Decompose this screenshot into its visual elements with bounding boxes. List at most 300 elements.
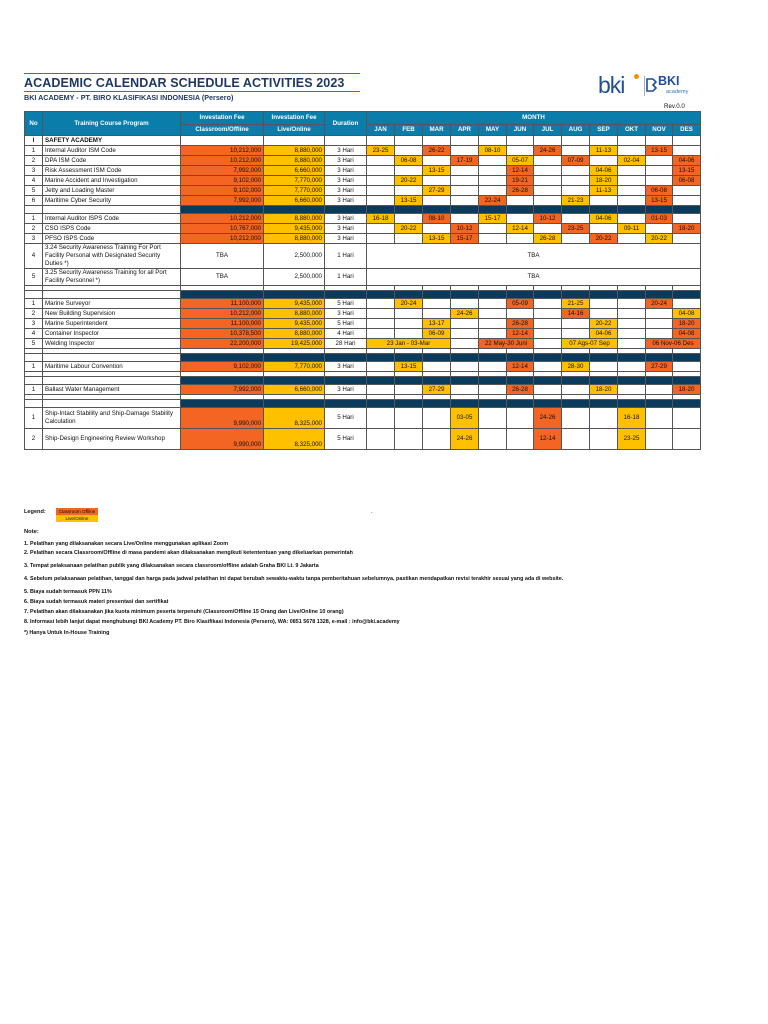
month-cell [618, 214, 646, 224]
col-no: No [25, 112, 43, 136]
fee-offline: 10,212,000 [181, 214, 264, 224]
empty-cell [181, 377, 264, 385]
month-mar: MAR [423, 125, 451, 136]
logo-name: BKI [658, 74, 680, 88]
row-number: 4 [25, 176, 43, 186]
schedule-date: 18-20 [673, 319, 701, 329]
month-cell [562, 234, 590, 244]
schedule-date: 20-22 [395, 224, 423, 234]
schedule-date: 04-06 [590, 214, 618, 224]
course-name: Risk Assessment ISM Code [43, 166, 181, 176]
schedule-date: 04-08 [673, 329, 701, 339]
empty-cell [479, 354, 507, 362]
empty-cell [646, 291, 673, 299]
fee-online: 9,435,000 [264, 299, 325, 309]
schedule-date: 22-24 [479, 196, 507, 206]
category-band-row [25, 206, 701, 214]
schedule-date: 15-17 [479, 214, 507, 224]
note-item: 5. Biaya sudah termasuk PPN 11% [24, 589, 112, 595]
month-cell [562, 176, 590, 186]
duration: 3 Hari [325, 362, 367, 372]
month-cell [618, 196, 646, 206]
empty-cell [507, 377, 534, 385]
col-duration: Duration [325, 112, 367, 136]
schedule-date: 26-28 [507, 385, 534, 395]
note-item: 4. Sebelum pelaksanaan pelatihan, tanggal dan harga pada jadwal pelatihan ini dapat berubah sewaktu-waktu tanpa pemberitahuan sebelumnya, pastikan mendapatkan revisi terakhir sesuai yang ada di website. [24, 576, 564, 582]
course-row [25, 196, 701, 206]
course-name: 3.25 Security Awareness Training for all Port Facility Personnel *) [43, 269, 181, 286]
course-name: Internal Auditor ISPS Code [43, 214, 181, 224]
month-cell [562, 319, 590, 329]
month-cell [673, 214, 701, 224]
schedule-nov-des: 06 Nov-06 Des [646, 339, 701, 349]
schedule-date: 20-24 [395, 299, 423, 309]
empty-cell [618, 354, 646, 362]
month-cell [479, 385, 507, 395]
month-cell [367, 196, 395, 206]
month-des: DES [673, 125, 701, 136]
page-subtitle: BKI ACADEMY - PT. BIRO KLASIFIKASI INDONESIA (Persero) [24, 93, 234, 102]
course-row [25, 339, 701, 349]
empty-cell [479, 377, 507, 385]
month-cell [451, 339, 479, 349]
note-item: 3. Tempat pelaksanaan pelatihan publik yang dilaksanakan secara classroom/offline adalah Graha BKI Lt. 9 Jakarta [24, 563, 319, 569]
course-row [25, 214, 701, 224]
empty-cell [25, 291, 43, 299]
schedule-date: 18-20 [673, 224, 701, 234]
month-cell [423, 429, 451, 450]
month-cell [479, 224, 507, 234]
empty-cell [181, 206, 264, 214]
empty-cell [673, 206, 701, 214]
month-cell [395, 329, 423, 339]
section-number: I [25, 136, 43, 146]
schedule-date: 16-18 [618, 408, 646, 429]
row-number: 4 [25, 329, 43, 339]
empty-cell [618, 291, 646, 299]
month-cell [367, 224, 395, 234]
schedule-date: 26-28 [507, 186, 534, 196]
col-fee-online-sub: Live/Online [264, 125, 325, 136]
fee-online: 8,880,000 [264, 214, 325, 224]
logo-subname: academy [666, 89, 689, 95]
course-name: Ship-Design Engineering Review Workshop [43, 429, 181, 450]
col-fee-offline-sub: Classroom/Offline [181, 125, 264, 136]
table-body [25, 136, 701, 450]
month-cell [618, 299, 646, 309]
empty-cell [451, 400, 479, 408]
schedule-date: 06-09 [423, 329, 451, 339]
legend-online: Live/Online [56, 515, 98, 522]
month-cell [562, 146, 590, 156]
fee-online: 8,880,000 [264, 329, 325, 339]
duration: 5 Hari [325, 299, 367, 309]
empty-cell [673, 354, 701, 362]
month-cell [451, 329, 479, 339]
empty-cell [451, 291, 479, 299]
course-name: CSO ISPS Code [43, 224, 181, 234]
empty-cell [264, 400, 325, 408]
month-cell [479, 176, 507, 186]
empty-cell [507, 206, 534, 214]
empty-cell [395, 206, 423, 214]
month-cell [618, 362, 646, 372]
month-cell [646, 385, 673, 395]
schedule-date: 04-06 [590, 166, 618, 176]
duration: 3 Hari [325, 196, 367, 206]
schedule-date: 21-23 [562, 196, 590, 206]
month-okt: OKT [618, 125, 646, 136]
month-cell [646, 429, 673, 450]
month-cell [534, 166, 562, 176]
course-name: Marine Superintendent [43, 319, 181, 329]
month-cell [646, 408, 673, 429]
course-name: Internal Auditor ISM Code [43, 146, 181, 156]
month-cell [395, 166, 423, 176]
fee-offline: 9,102,000 [181, 186, 264, 196]
empty-cell [367, 291, 395, 299]
logo-dot [634, 74, 639, 79]
empty-cell [562, 206, 590, 214]
month-cell [479, 186, 507, 196]
empty-cell [590, 206, 618, 214]
month-jan: JAN [367, 125, 395, 136]
course-name: Ship-Intact Stability and Ship-Damage Stability Calculation [43, 408, 181, 429]
empty-cell [43, 206, 181, 214]
month-cell [479, 309, 507, 319]
schedule-date: 15-17 [451, 234, 479, 244]
fee-offline: 10,212,000 [181, 309, 264, 319]
fee-online: 2,500,000 [264, 269, 325, 286]
month-cell [395, 408, 423, 429]
notes-heading: Note: [24, 529, 39, 535]
month-cell [451, 385, 479, 395]
course-row [25, 176, 701, 186]
empty-cell [325, 291, 367, 299]
schedule-date: 04-06 [590, 329, 618, 339]
month-cell [673, 146, 701, 156]
empty-cell [181, 354, 264, 362]
row-number: 2 [25, 429, 43, 450]
duration: 1 Hari [325, 244, 367, 269]
month-cell [367, 166, 395, 176]
schedule-date: 11-13 [590, 186, 618, 196]
schedule-date: 10-12 [534, 214, 562, 224]
empty-cell [590, 377, 618, 385]
duration: 3 Hari [325, 146, 367, 156]
empty-cell [451, 377, 479, 385]
course-name: Maritime Cyber Security [43, 196, 181, 206]
month-cell [590, 299, 618, 309]
course-row [25, 385, 701, 395]
fee-online: 7,770,000 [264, 176, 325, 186]
course-name: PFSO ISPS Code [43, 234, 181, 244]
duration: 5 Hari [325, 408, 367, 429]
month-cell [367, 385, 395, 395]
course-row [25, 156, 701, 166]
month-cell [590, 429, 618, 450]
course-row [25, 299, 701, 309]
month-cell [367, 186, 395, 196]
empty-cell [264, 206, 325, 214]
month-cell [451, 362, 479, 372]
empty-cell [423, 354, 451, 362]
month-cell [534, 385, 562, 395]
month-cell [479, 408, 507, 429]
schedule-date: 27-29 [423, 385, 451, 395]
schedule-date: 26-28 [507, 319, 534, 329]
empty-cell [367, 377, 395, 385]
month-cell [646, 176, 673, 186]
empty-cell [325, 400, 367, 408]
month-cell [534, 224, 562, 234]
fee-online: 9,435,000 [264, 319, 325, 329]
schedule-date: 06-08 [395, 156, 423, 166]
fee-offline: 11,100,000 [181, 319, 264, 329]
course-row [25, 329, 701, 339]
schedule-date: 12-14 [507, 166, 534, 176]
fee-online: 6,660,000 [264, 196, 325, 206]
fee-offline: 7,992,000 [181, 196, 264, 206]
empty-cell [367, 354, 395, 362]
fee-offline: 7,992,000 [181, 385, 264, 395]
month-cell [507, 196, 534, 206]
revision-label: Rev.0.0 [664, 103, 685, 110]
course-name: Welding Inspector [43, 339, 181, 349]
row-number: 5 [25, 186, 43, 196]
month-cell [451, 196, 479, 206]
empty-cell [590, 400, 618, 408]
empty-cell [25, 354, 43, 362]
month-cell [673, 362, 701, 372]
month-cell [451, 176, 479, 186]
empty-cell [423, 377, 451, 385]
schedule-date: 13-15 [646, 146, 673, 156]
course-row [25, 309, 701, 319]
schedule-date: 20-24 [646, 299, 673, 309]
month-cell [423, 196, 451, 206]
schedule-may-jun: 22 May-30 Juni [479, 339, 534, 349]
month-cell [562, 385, 590, 395]
empty-cell [534, 206, 562, 214]
empty-cell [43, 400, 181, 408]
schedule-tba: TBA [367, 244, 701, 269]
course-name: DPA ISM Code [43, 156, 181, 166]
empty-cell [423, 206, 451, 214]
fee-offline: 9,990,000 [181, 408, 264, 429]
title-rule-mid [24, 91, 360, 92]
empty-cell [395, 377, 423, 385]
row-number: 6 [25, 196, 43, 206]
month-cell [534, 299, 562, 309]
schedule-date: 20-22 [590, 319, 618, 329]
month-cell [479, 362, 507, 372]
month-cell [646, 156, 673, 166]
fee-online: 7,770,000 [264, 362, 325, 372]
schedule-date: 08-10 [479, 146, 507, 156]
duration: 5 Hari [325, 319, 367, 329]
fee-offline: 22,200,000 [181, 339, 264, 349]
empty-cell [618, 377, 646, 385]
schedule-date: 14-16 [562, 309, 590, 319]
logo-word: bki [598, 72, 625, 98]
course-row [25, 146, 701, 156]
duration: 3 Hari [325, 224, 367, 234]
month-feb: FEB [395, 125, 423, 136]
schedule-date: 23-25 [618, 429, 646, 450]
schedule-date: 07-09 [562, 156, 590, 166]
schedule-date: 18-20 [590, 176, 618, 186]
schedule-date: 13-15 [395, 196, 423, 206]
fee-online: 19,425,000 [264, 339, 325, 349]
schedule-date: 20-22 [590, 234, 618, 244]
month-cell [646, 319, 673, 329]
month-cell [534, 319, 562, 329]
category-band-row [25, 400, 701, 408]
month-cell [423, 176, 451, 186]
schedule-date: 23-25 [367, 146, 395, 156]
month-cell [562, 429, 590, 450]
logo-divider [644, 76, 645, 96]
duration: 5 Hari [325, 429, 367, 450]
fee-offline: 10,212,000 [181, 156, 264, 166]
month-cell [451, 319, 479, 329]
duration: 28 Hari [325, 339, 367, 349]
note-item: 2. Pelatihan secara Classroom/Offline di masa pandemi akan dilaksanakan mengikuti ketententuan yang dikeluarkan pemerintah [24, 550, 353, 556]
row-number: 3 [25, 234, 43, 244]
schedule-date: 01-03 [646, 214, 673, 224]
month-cell [673, 234, 701, 244]
schedule-date: 04-06 [673, 156, 701, 166]
fee-online: 8,325,000 [264, 408, 325, 429]
month-cell [646, 166, 673, 176]
month-cell [395, 146, 423, 156]
row-number: 3 [25, 166, 43, 176]
month-cell [479, 156, 507, 166]
empty-cell [646, 354, 673, 362]
schedule-date: 23-25 [562, 224, 590, 234]
fee-offline: TBA [181, 269, 264, 286]
schedule-date: 04-08 [673, 309, 701, 319]
schedule-table [24, 111, 701, 450]
duration: 3 Hari [325, 166, 367, 176]
month-cell [618, 385, 646, 395]
month-cell [534, 362, 562, 372]
schedule-date: 27-29 [423, 186, 451, 196]
schedule-date: 13-15 [646, 196, 673, 206]
empty-cell [534, 400, 562, 408]
row-number: 1 [25, 299, 43, 309]
month-cell [590, 309, 618, 319]
schedule-date: 06-08 [646, 186, 673, 196]
title-rule-top [24, 73, 360, 74]
col-month: MONTH [367, 112, 701, 125]
empty-cell [451, 206, 479, 214]
note-item: 8. Informasi lebih lanjut dapat menghubungi BKI Academy PT. Biro Klasifikasi Indonesia (Persero), WA: 0851 5678 1328, e-mail : info@bki.academy [24, 619, 400, 625]
month-cell [534, 339, 562, 349]
empty-cell [618, 206, 646, 214]
fee-online: 2,500,000 [264, 244, 325, 269]
schedule-date: 16-18 [367, 214, 395, 224]
month-cell [618, 319, 646, 329]
schedule-date: 24-26 [451, 429, 479, 450]
schedule-date: 09-11 [618, 224, 646, 234]
schedule-date: 10-12 [451, 224, 479, 234]
empty-cell [25, 206, 43, 214]
month-cell [590, 196, 618, 206]
month-cell [673, 429, 701, 450]
duration: 3 Hari [325, 214, 367, 224]
month-cell [562, 329, 590, 339]
empty-cell [43, 291, 181, 299]
schedule-date: 13-15 [423, 166, 451, 176]
month-cell [479, 329, 507, 339]
schedule-date: 12-14 [507, 362, 534, 372]
month-cell [423, 362, 451, 372]
duration: 3 Hari [325, 156, 367, 166]
schedule-date: 12-14 [507, 329, 534, 339]
month-cell [507, 214, 534, 224]
month-cell [646, 224, 673, 234]
schedule-date: 20-22 [395, 176, 423, 186]
section-title: SAFETY ACADEMY [43, 136, 181, 146]
section-row [25, 136, 701, 146]
month-cell [395, 234, 423, 244]
legend-offline: Classroom Offline [56, 508, 98, 515]
month-cell [507, 408, 534, 429]
empty-cell [479, 400, 507, 408]
schedule-date: 19-21 [507, 176, 534, 186]
course-name: Marine Surveyor [43, 299, 181, 309]
schedule-date: 03-05 [451, 408, 479, 429]
fee-online: 8,880,000 [264, 156, 325, 166]
month-cell [562, 186, 590, 196]
duration: 3 Hari [325, 176, 367, 186]
month-cell [367, 408, 395, 429]
empty-cell [181, 291, 264, 299]
fee-offline: 11,100,000 [181, 299, 264, 309]
month-sep: SEP [590, 125, 618, 136]
schedule-date: 05-09 [507, 299, 534, 309]
fee-offline: 9,102,000 [181, 362, 264, 372]
empty-cell [451, 354, 479, 362]
schedule-date: 13-15 [395, 362, 423, 372]
empty-cell [25, 377, 43, 385]
month-cell [618, 146, 646, 156]
month-cell [451, 186, 479, 196]
duration: 1 Hari [325, 269, 367, 286]
row-number: 4 [25, 244, 43, 269]
empty-cell [507, 354, 534, 362]
schedule-aug-sep: 07 Ags-07 Sep [562, 339, 618, 349]
course-row [25, 234, 701, 244]
month-jun: JUN [507, 125, 534, 136]
schedule-date: 11-13 [590, 146, 618, 156]
month-cell [618, 309, 646, 319]
course-name: 3.24 Security Awareness Training For Port Facility Personal with Designated Security Duties *) [43, 244, 181, 269]
fee-offline: 10,212,000 [181, 146, 264, 156]
empty-cell [325, 377, 367, 385]
empty-cell [534, 291, 562, 299]
month-cell [618, 329, 646, 339]
empty-cell [646, 206, 673, 214]
month-apr: APR [451, 125, 479, 136]
empty-cell [562, 377, 590, 385]
duration: 3 Hari [325, 186, 367, 196]
schedule-date: 05-07 [507, 156, 534, 166]
month-cell [395, 214, 423, 224]
month-cell [673, 186, 701, 196]
